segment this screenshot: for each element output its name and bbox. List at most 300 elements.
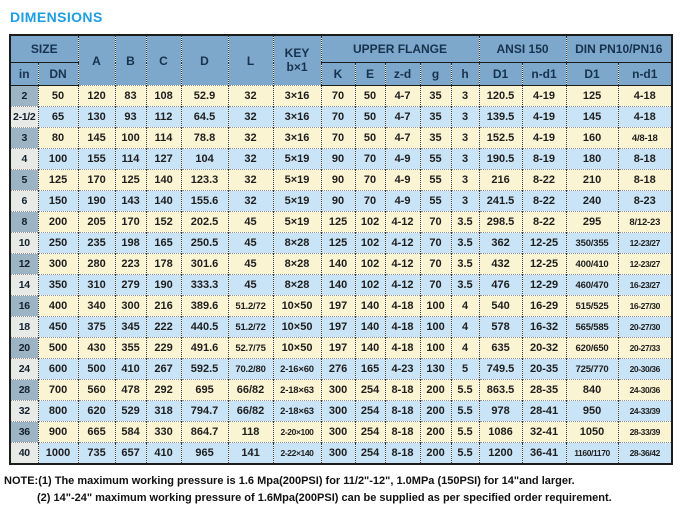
cell: 127	[146, 149, 181, 170]
cell: 120.5	[479, 86, 522, 107]
cell: 4-19	[522, 107, 566, 128]
cell: 8-18	[385, 443, 420, 465]
header-a: A	[78, 35, 115, 86]
cell: 4-12	[385, 254, 420, 275]
cell: 584	[115, 422, 146, 443]
cell: 10×50	[273, 317, 321, 338]
cell: 20-32	[522, 338, 566, 359]
header-ansi-d1: D1	[479, 63, 522, 86]
cell: 4-12	[385, 275, 420, 296]
cell: 100	[115, 128, 146, 149]
cell: 20-35	[522, 359, 566, 380]
cell: 4-7	[385, 86, 420, 107]
cell: 4-18	[385, 338, 420, 359]
table-row	[10, 443, 672, 465]
cell: 840	[566, 380, 618, 401]
cell: 235	[78, 233, 115, 254]
cell: 400	[38, 296, 78, 317]
cell: 4-18	[618, 86, 672, 107]
cell: 32	[228, 170, 273, 191]
cell: 229	[146, 338, 181, 359]
cell: 5.5	[451, 401, 479, 422]
cell: 4-18	[618, 107, 672, 128]
cell: 8-22	[522, 191, 566, 212]
cell: 4-12	[385, 233, 420, 254]
cell: 16-27/30	[618, 296, 672, 317]
cell: 210	[566, 170, 618, 191]
cell: 139.5	[479, 107, 522, 128]
header-c: C	[146, 35, 181, 86]
cell: 140	[321, 254, 355, 275]
cell: 125	[115, 170, 146, 191]
cell: 145	[78, 128, 115, 149]
cell: 3×16	[273, 107, 321, 128]
table-row	[10, 107, 672, 128]
cell: 51.2/72	[228, 296, 273, 317]
cell: 130	[78, 107, 115, 128]
cell: 240	[566, 191, 618, 212]
cell: 4	[451, 296, 479, 317]
cell: 100	[420, 317, 451, 338]
cell: 32	[228, 107, 273, 128]
cell: 10×50	[273, 296, 321, 317]
cell: 83	[115, 86, 146, 107]
note	[4, 473, 683, 507]
cell: 140	[355, 317, 385, 338]
cell: 300	[321, 422, 355, 443]
cell: 300	[38, 254, 78, 275]
cell: 170	[78, 170, 115, 191]
cell: 4-9	[385, 191, 420, 212]
cell: 450	[38, 317, 78, 338]
cell: 52.7/75	[228, 338, 273, 359]
cell: 190	[146, 275, 181, 296]
cell: 4-23	[385, 359, 420, 380]
cell: 965	[181, 443, 228, 465]
cell: 28-35	[522, 380, 566, 401]
cell: 310	[78, 275, 115, 296]
cell: 4-7	[385, 128, 420, 149]
cell-size-in: 12	[10, 254, 38, 275]
cell: 500	[38, 338, 78, 359]
table-row	[10, 317, 672, 338]
cell: 500	[78, 359, 115, 380]
cell: 4	[451, 338, 479, 359]
header-size: SIZE	[10, 35, 78, 63]
cell: 170	[115, 212, 146, 233]
cell: 24-30/36	[618, 380, 672, 401]
header-d: D	[181, 35, 228, 86]
cell: 100	[420, 296, 451, 317]
cell: 55	[420, 149, 451, 170]
cell: 55	[420, 191, 451, 212]
cell: 200	[38, 212, 78, 233]
table-row	[10, 401, 672, 422]
cell-size-in: 4	[10, 149, 38, 170]
cell: 529	[115, 401, 146, 422]
cell: 16-23/27	[618, 275, 672, 296]
cell: 141	[228, 443, 273, 465]
header-in: in	[10, 63, 38, 86]
cell: 978	[479, 401, 522, 422]
cell: 1000	[38, 443, 78, 465]
cell: 254	[355, 443, 385, 465]
cell: 178	[146, 254, 181, 275]
cell: 8×28	[273, 254, 321, 275]
table-row	[10, 191, 672, 212]
cell: 250.5	[181, 233, 228, 254]
cell: 350/355	[566, 233, 618, 254]
cell: 28-41	[522, 401, 566, 422]
table-row	[10, 233, 672, 254]
cell: 216	[479, 170, 522, 191]
cell: 32	[228, 86, 273, 107]
cell: 440.5	[181, 317, 228, 338]
header-ansi-150: ANSI 150	[479, 35, 566, 63]
page-title: DIMENSIONS	[10, 9, 103, 25]
cell: 104	[181, 149, 228, 170]
cell: 45	[228, 212, 273, 233]
cell: 125	[321, 233, 355, 254]
table-row	[10, 296, 672, 317]
cell: 560	[78, 380, 115, 401]
cell: 5	[451, 359, 479, 380]
cell: 1050	[566, 422, 618, 443]
cell: 749.5	[479, 359, 522, 380]
cell: 3	[451, 170, 479, 191]
cell: 620	[78, 401, 115, 422]
cell: 280	[78, 254, 115, 275]
table-row	[10, 275, 672, 296]
header-zd: z-d	[385, 63, 420, 86]
header-din-pn10-pn16: DIN PN10/PN16	[566, 35, 672, 63]
cell: 100	[420, 338, 451, 359]
cell: 223	[115, 254, 146, 275]
cell: 143	[115, 191, 146, 212]
cell: 70	[321, 128, 355, 149]
cell: 8-18	[385, 401, 420, 422]
cell: 165	[146, 233, 181, 254]
cell: 292	[146, 380, 181, 401]
cell: 794.7	[181, 401, 228, 422]
cell: 200	[420, 422, 451, 443]
cell: 565/585	[566, 317, 618, 338]
cell: 635	[479, 338, 522, 359]
cell: 478	[115, 380, 146, 401]
cell: 100	[38, 149, 78, 170]
cell-size-in: 2-1/2	[10, 107, 38, 128]
header-key-line1: KEY	[284, 45, 310, 60]
cell: 725/770	[566, 359, 618, 380]
cell: 276	[321, 359, 355, 380]
cell: 318	[146, 401, 181, 422]
cell: 5×19	[273, 170, 321, 191]
cell: 8-19	[522, 149, 566, 170]
cell: 32-41	[522, 422, 566, 443]
header-k: K	[321, 63, 355, 86]
cell: 3	[451, 107, 479, 128]
cell: 592.5	[181, 359, 228, 380]
cell: 2-16×60	[273, 359, 321, 380]
cell: 70	[355, 191, 385, 212]
cell: 430	[78, 338, 115, 359]
cell: 8/12-23	[618, 212, 672, 233]
header-h: h	[451, 63, 479, 86]
cell: 16-29	[522, 296, 566, 317]
header-din-nd1: n-d1	[618, 63, 672, 86]
cell: 202.5	[181, 212, 228, 233]
cell: 8-18	[618, 149, 672, 170]
cell: 410	[146, 443, 181, 465]
cell: 32	[228, 149, 273, 170]
cell-size-in: 36	[10, 422, 38, 443]
cell: 145	[566, 107, 618, 128]
cell: 1160/1170	[566, 443, 618, 465]
cell: 355	[115, 338, 146, 359]
cell: 3.5	[451, 254, 479, 275]
table-row	[10, 422, 672, 443]
cell: 152.5	[479, 128, 522, 149]
cell: 4-18	[385, 317, 420, 338]
cell: 118	[228, 422, 273, 443]
cell: 70	[321, 86, 355, 107]
cell: 50	[38, 86, 78, 107]
cell: 4	[451, 317, 479, 338]
cell: 50	[355, 107, 385, 128]
cell: 80	[38, 128, 78, 149]
cell: 540	[479, 296, 522, 317]
cell: 460/470	[566, 275, 618, 296]
cell: 125	[321, 212, 355, 233]
cell: 4-19	[522, 86, 566, 107]
cell: 950	[566, 401, 618, 422]
cell: 50	[355, 128, 385, 149]
cell: 12-25	[522, 254, 566, 275]
cell: 432	[479, 254, 522, 275]
cell: 12-23/27	[618, 254, 672, 275]
cell: 3.5	[451, 275, 479, 296]
cell: 32	[228, 191, 273, 212]
dimensions-table	[9, 34, 673, 465]
cell-size-in: 3	[10, 128, 38, 149]
cell: 298.5	[479, 212, 522, 233]
cell: 70	[355, 149, 385, 170]
cell: 600	[38, 359, 78, 380]
cell: 665	[78, 422, 115, 443]
cell: 4-7	[385, 107, 420, 128]
cell: 20-27/33	[618, 338, 672, 359]
cell: 102	[355, 233, 385, 254]
cell: 200	[420, 380, 451, 401]
cell: 254	[355, 380, 385, 401]
cell: 55	[420, 170, 451, 191]
cell: 66/82	[228, 380, 273, 401]
cell: 8×28	[273, 275, 321, 296]
header-din-d1: D1	[566, 63, 618, 86]
header-ansi-nd1: n-d1	[522, 63, 566, 86]
cell: 4-18	[385, 296, 420, 317]
cell: 491.6	[181, 338, 228, 359]
cell: 300	[321, 443, 355, 465]
cell: 4-19	[522, 128, 566, 149]
table-row	[10, 170, 672, 191]
cell: 254	[355, 401, 385, 422]
cell: 620/650	[566, 338, 618, 359]
cell: 4-9	[385, 149, 420, 170]
note-line-1: NOTE:(1) The maximum working pressure is 1.6 Mpa(200PSI) for 11/2"-12", 1.0MPa (150PSI) for 14"and larger.	[4, 475, 575, 487]
cell-size-in: 40	[10, 443, 38, 465]
cell-size-in: 32	[10, 401, 38, 422]
cell: 900	[38, 422, 78, 443]
cell: 350	[38, 275, 78, 296]
header-group-row	[10, 35, 672, 63]
cell: 864.7	[181, 422, 228, 443]
cell: 695	[181, 380, 228, 401]
cell: 35	[420, 86, 451, 107]
header-g: g	[420, 63, 451, 86]
cell: 250	[38, 233, 78, 254]
cell: 400/410	[566, 254, 618, 275]
cell: 155.6	[181, 191, 228, 212]
cell: 3.5	[451, 212, 479, 233]
cell: 28-33/39	[618, 422, 672, 443]
cell: 197	[321, 296, 355, 317]
cell: 3×16	[273, 128, 321, 149]
cell: 362	[479, 233, 522, 254]
cell: 2-20×100	[273, 422, 321, 443]
cell: 410	[115, 359, 146, 380]
cell: 51.2/72	[228, 317, 273, 338]
cell: 50	[355, 86, 385, 107]
table-row	[10, 254, 672, 275]
cell: 267	[146, 359, 181, 380]
cell: 8-23	[618, 191, 672, 212]
cell: 578	[479, 317, 522, 338]
cell-size-in: 10	[10, 233, 38, 254]
cell: 120	[78, 86, 115, 107]
cell: 70	[321, 107, 355, 128]
cell: 45	[228, 254, 273, 275]
cell: 93	[115, 107, 146, 128]
cell: 300	[321, 380, 355, 401]
cell: 4/8-18	[618, 128, 672, 149]
cell: 863.5	[479, 380, 522, 401]
header-e: E	[355, 63, 385, 86]
cell: 155	[78, 149, 115, 170]
cell: 78.8	[181, 128, 228, 149]
cell: 65	[38, 107, 78, 128]
cell: 125	[38, 170, 78, 191]
cell: 70	[420, 233, 451, 254]
cell: 125	[566, 86, 618, 107]
cell: 4-12	[385, 212, 420, 233]
cell-size-in: 14	[10, 275, 38, 296]
cell-size-in: 8	[10, 212, 38, 233]
cell: 216	[146, 296, 181, 317]
cell: 1200	[479, 443, 522, 465]
cell: 64.5	[181, 107, 228, 128]
cell: 700	[38, 380, 78, 401]
cell-size-in: 5	[10, 170, 38, 191]
cell-size-in: 18	[10, 317, 38, 338]
cell: 190.5	[479, 149, 522, 170]
cell: 140	[146, 191, 181, 212]
cell: 190	[78, 191, 115, 212]
cell: 8-18	[385, 380, 420, 401]
header-key	[273, 35, 321, 86]
header-b: B	[115, 35, 146, 86]
cell: 330	[146, 422, 181, 443]
cell: 8-22	[522, 170, 566, 191]
cell: 2-18×63	[273, 380, 321, 401]
cell: 70.2/80	[228, 359, 273, 380]
cell: 735	[78, 443, 115, 465]
cell: 35	[420, 128, 451, 149]
cell-size-in: 24	[10, 359, 38, 380]
cell: 3×16	[273, 86, 321, 107]
cell: 114	[115, 149, 146, 170]
cell: 102	[355, 212, 385, 233]
cell: 8-18	[618, 170, 672, 191]
cell: 8-22	[522, 212, 566, 233]
cell: 140	[355, 296, 385, 317]
cell: 279	[115, 275, 146, 296]
cell: 112	[146, 107, 181, 128]
cell: 3	[451, 128, 479, 149]
cell: 300	[115, 296, 146, 317]
table-row	[10, 86, 672, 107]
cell: 3.5	[451, 233, 479, 254]
cell: 389.6	[181, 296, 228, 317]
cell: 3	[451, 191, 479, 212]
cell: 165	[355, 359, 385, 380]
cell: 2-18×63	[273, 401, 321, 422]
cell: 12-23/27	[618, 233, 672, 254]
cell: 3	[451, 86, 479, 107]
table-row	[10, 359, 672, 380]
cell: 70	[420, 275, 451, 296]
cell: 108	[146, 86, 181, 107]
cell: 4-9	[385, 170, 420, 191]
cell: 45	[228, 275, 273, 296]
cell: 254	[355, 422, 385, 443]
cell: 35	[420, 107, 451, 128]
table-body	[10, 86, 672, 465]
cell: 345	[115, 317, 146, 338]
cell: 8-18	[385, 422, 420, 443]
cell: 140	[146, 170, 181, 191]
cell: 198	[115, 233, 146, 254]
cell: 70	[420, 254, 451, 275]
cell: 12-29	[522, 275, 566, 296]
header-key-line2: b×1	[286, 59, 308, 74]
cell: 5.5	[451, 380, 479, 401]
cell: 800	[38, 401, 78, 422]
cell: 150	[38, 191, 78, 212]
cell: 340	[78, 296, 115, 317]
cell: 333.3	[181, 275, 228, 296]
cell: 102	[355, 275, 385, 296]
cell-size-in: 6	[10, 191, 38, 212]
cell: 200	[420, 401, 451, 422]
table-row	[10, 128, 672, 149]
cell-size-in: 16	[10, 296, 38, 317]
cell: 123.3	[181, 170, 228, 191]
cell: 45	[228, 233, 273, 254]
cell: 12-25	[522, 233, 566, 254]
cell: 8×28	[273, 233, 321, 254]
cell: 301.6	[181, 254, 228, 275]
